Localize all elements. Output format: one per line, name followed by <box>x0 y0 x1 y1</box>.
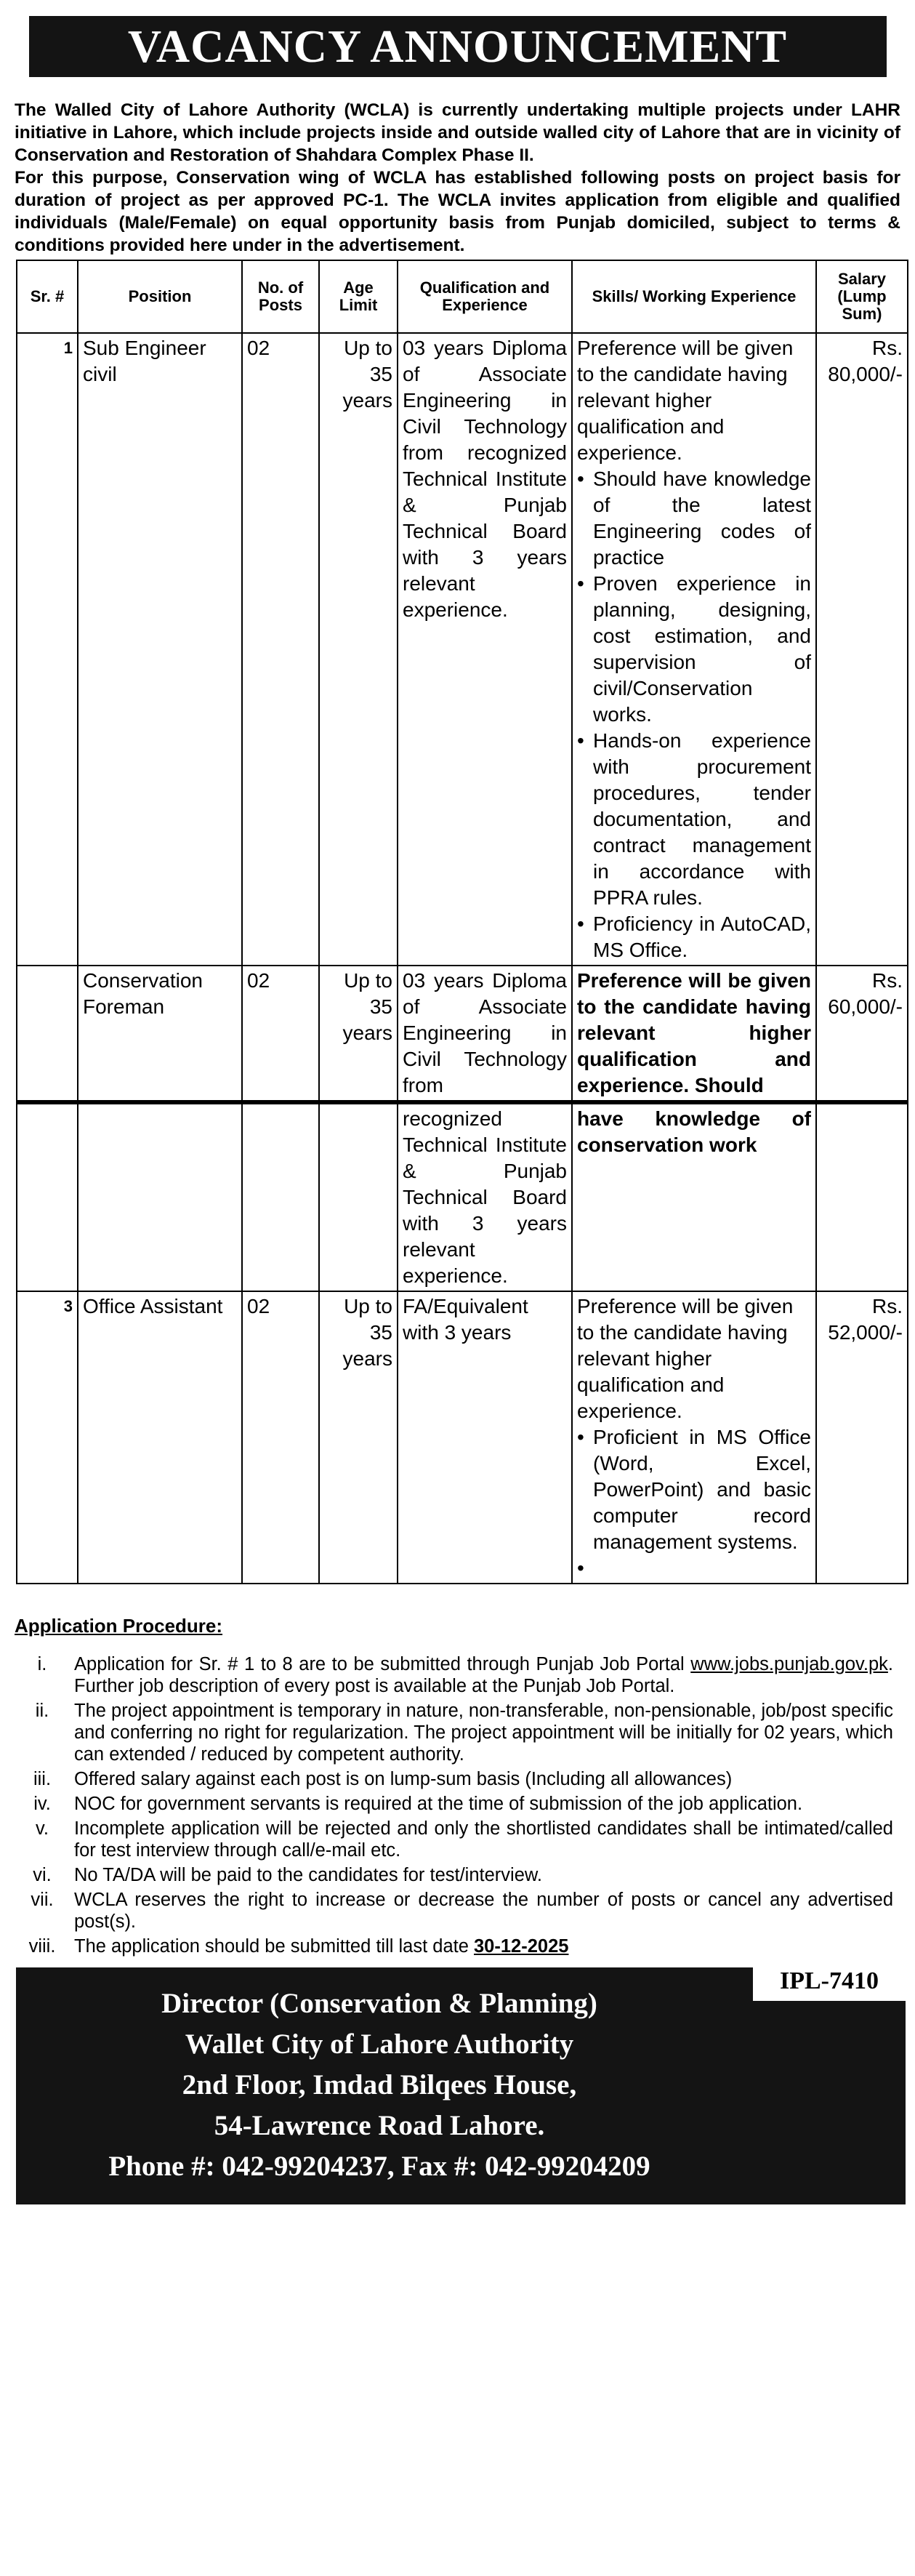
advertisement <box>10 10 905 2204</box>
cell-position: Sub Engineer civil <box>78 333 242 966</box>
list-item: vii. WCLA reserves the right to increase or decrease the number of posts or cancel any advertised post(s). <box>31 1890 893 1932</box>
cell-sr <box>17 1102 78 1291</box>
table-row <box>17 966 908 1102</box>
intro-paragraph-2: For this purpose, Conservation wing of WCLA has established following posts on project basis for duration of project as per approved PC-1. The WCLA invites application from eligible and qualified individuals (Male/Female) on equal opportunity basis from Punjab domiciled, subject to terms & conditions provided here under in the advertisement. <box>15 168 900 255</box>
header-qualification: Qualification and Experience <box>398 260 572 333</box>
list-item: iv. NOC for government servants is required at the time of submission of the job application. <box>33 1794 803 1814</box>
list-item: iii. Offered salary against each post is on lump-sum basis (Including all allowances) <box>33 1769 733 1789</box>
contact-designation: Director (Conservation & Planning) <box>161 1988 597 2019</box>
cell-skills <box>572 1291 816 1584</box>
list-item: i. Application for Sr. # 1 to 8 are to be submitted through Punjab Job Portal www.jobs.punjab.gov.pk. Further job description of every post is available at the Punjab Job Portal. <box>37 1654 893 1696</box>
contact-address-line-2: 54-Lawrence Road Lahore. <box>214 2110 545 2141</box>
header-position: Position <box>78 260 242 333</box>
contact-address-line-1: 2nd Floor, Imdad Bilqees House, <box>182 2069 577 2100</box>
cell-qualification: 03 years Diploma of Associate Engineering in Civil Technology from recognized Technical Institute & Punjab Technical Board with 3 years relevant experience. <box>398 333 572 966</box>
cell-position: Office Assistant <box>78 1291 242 1584</box>
contact-phone-fax: Phone #: 042-99204237, Fax #: 042-99204209 <box>108 2151 650 2182</box>
cell-qualification: FA/Equivalent with 3 years <box>398 1291 572 1584</box>
cell-posts: 02 <box>242 966 319 1102</box>
table-header-row <box>17 260 908 333</box>
cell-posts <box>242 1102 319 1291</box>
skills-intro: Preference will be given to the candidate having relevant higher qualification and experience. <box>577 1295 794 1422</box>
header-salary: Salary (Lump Sum) <box>816 260 908 333</box>
intro-paragraph-1: The Walled City of Lahore Authority (WCLA) is currently undertaking multiple projects under LAHR initiative in Lahore, which include projects inside and outside walled city of Lahore that are in vicinity of Conservation and Restoration of Shahdara Complex Phase II. <box>15 100 900 165</box>
cell-age: Up to 35 years <box>319 966 398 1102</box>
cell-sr: 1 <box>17 333 78 966</box>
cell-sr <box>17 966 78 1102</box>
list-item: v. Incomplete application will be rejected and only the shortlisted candidates shall be intimated/called for test interview through call/e-mail etc. <box>36 1818 893 1861</box>
procedure-title: Application Procedure: <box>15 1615 223 1637</box>
cell-sr: 3 <box>17 1291 78 1584</box>
cell-skills: Preference will be given to the candidate having relevant higher qualification and experience. Should <box>572 966 816 1102</box>
contact-organization: Wallet City of Lahore Authority <box>185 2029 574 2060</box>
cell-age: Up to 35 years <box>319 1291 398 1584</box>
ipl-code: IPL-7410 <box>753 1962 906 2001</box>
cell-skills <box>572 333 816 966</box>
cell-age <box>319 1102 398 1291</box>
cell-position: Conservation Foreman <box>78 966 242 1102</box>
skills-bullet: • Should have knowledge of the latest Engineering codes of practice <box>577 468 811 569</box>
table-row <box>17 333 908 966</box>
cell-age: Up to 35 years <box>319 333 398 966</box>
list-item: ii. The project appointment is temporary in nature, non-transferable, non-pensionable, job/post specific and conferring no right for regularization. The project appointment will be initially for 02 years, which can extended / reduced by competent authority. <box>35 1701 893 1765</box>
header-posts: No. of Posts <box>242 260 319 333</box>
table-row <box>17 1291 908 1584</box>
list-item: viii. The application should be submitted till last date 30-12-2025 <box>28 1936 569 1957</box>
cell-qualification: 03 years Diploma of Associate Engineering in Civil Technology from <box>398 966 572 1102</box>
cell-position <box>78 1102 242 1291</box>
header-sr: Sr. # <box>17 260 78 333</box>
header-age: Age Limit <box>319 260 398 333</box>
job-portal-link[interactable]: www.jobs.punjab.gov.pk <box>690 1654 888 1674</box>
skills-intro: Preference will be given to the candidate having relevant higher qualification and experience. <box>577 337 794 464</box>
procedure-list <box>10 1653 905 1957</box>
cell-salary: Rs. 52,000/- <box>816 1291 908 1584</box>
cell-posts: 02 <box>242 1291 319 1584</box>
cell-salary <box>816 1102 908 1291</box>
application-procedure <box>10 1615 905 1957</box>
header-skills: Skills/ Working Experience <box>572 260 816 333</box>
cell-salary: Rs. 80,000/- <box>816 333 908 966</box>
skills-bullet: • Hands-on experience with procurement procedures, tender documentation, and contract management in accordance with PPRA rules. <box>577 729 811 909</box>
table-row-continued <box>17 1102 908 1291</box>
contact-footer <box>16 1967 906 2204</box>
intro-text <box>15 99 900 257</box>
cell-skills: have knowledge of conservation work <box>572 1102 816 1291</box>
page-title: VACANCY ANNOUNCEMENT <box>29 16 887 77</box>
skills-bullet: • Proven experience in planning, designing, cost estimation, and supervision of civil/Conservation works. <box>577 572 811 726</box>
cell-salary: Rs. 60,000/- <box>816 966 908 1102</box>
cell-posts: 02 <box>242 333 319 966</box>
vacancy-table <box>16 260 908 1584</box>
skills-bullet: • Proficient in MS Office (Word, Excel, PowerPoint) and basic computer record management systems. <box>577 1426 811 1553</box>
skills-bullet-empty: • <box>577 1557 584 1579</box>
cell-qualification: recognized Technical Institute & Punjab Technical Board with 3 years relevant experience. <box>398 1102 572 1291</box>
contact-details <box>16 1983 743 2187</box>
skills-bullet: • Proficiency in AutoCAD, MS Office. <box>577 912 811 961</box>
last-date: 30-12-2025 <box>474 1936 569 1957</box>
list-item: vi. No TA/DA will be paid to the candidates for test/interview. <box>33 1865 542 1885</box>
